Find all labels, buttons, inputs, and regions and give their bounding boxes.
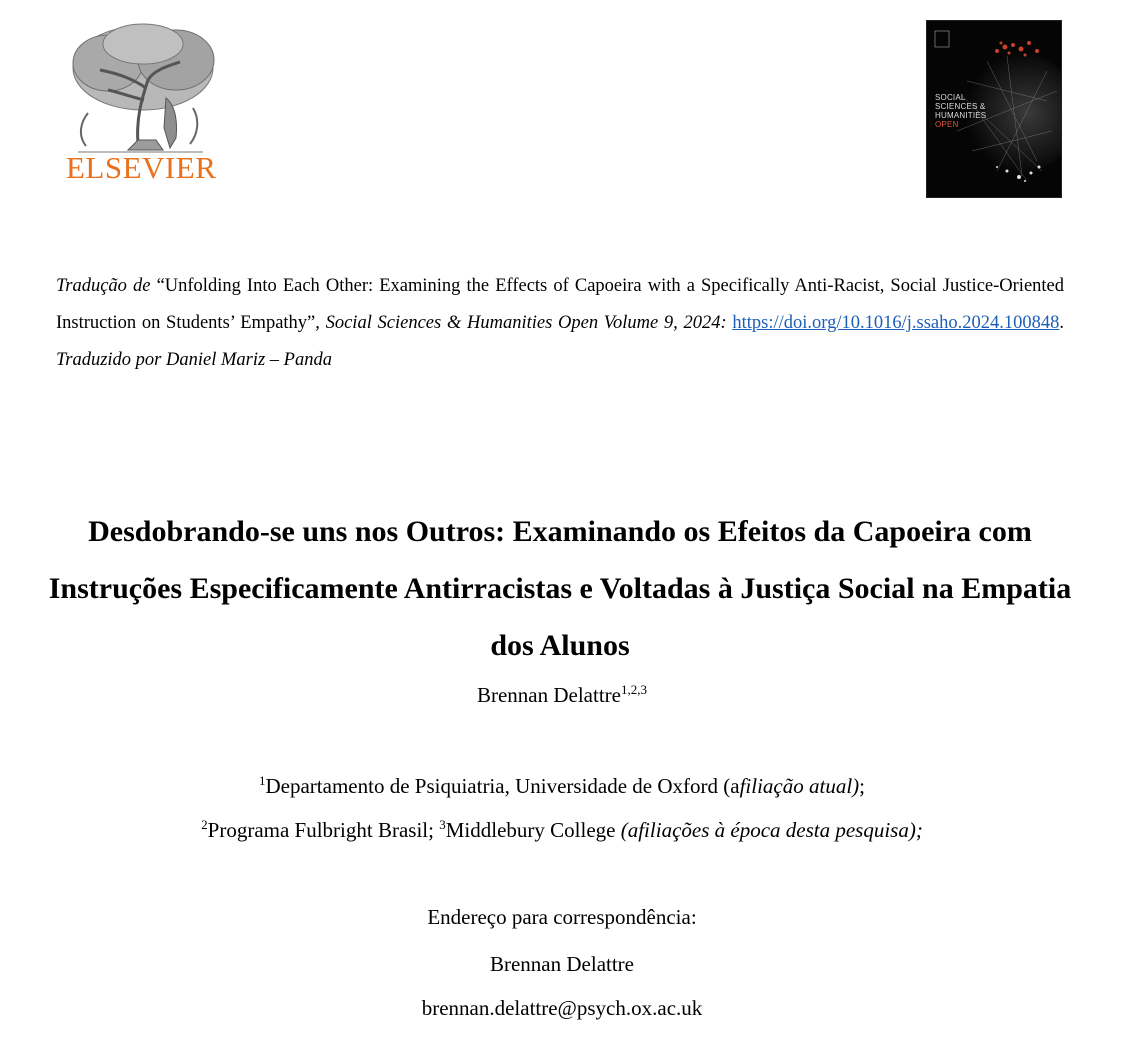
cover-title-line-1: SOCIAL [935,93,966,102]
translator-credit: Traduzido por Daniel Mariz – Panda [56,350,332,370]
affiliation-mark-2: 2 [201,817,208,832]
correspondence-label: Endereço para correspondência: [427,905,697,929]
translation-lead: Tradução de [56,276,151,296]
affiliation-mark-1: 1 [258,773,266,788]
correspondence-name: Brennan Delattre [489,952,635,976]
cover-title-line-3: HUMANITIES [935,111,987,120]
author-line [0,683,1124,708]
translation-note [56,268,1064,379]
cover-title-line-2: SCIENCES & [935,102,986,111]
journal-cover-image [926,20,1062,198]
note-period: . [1059,313,1065,333]
affiliation-2-text: Programa Fulbright Brasil; [207,818,440,842]
affiliation-3-text: Middlebury College [445,818,621,842]
doi-link[interactable]: https://doi.org/10.1016/j.ssaho.2024.100848 [732,313,1060,333]
correspondence-email[interactable]: brennan.delattre@psych.ox.ac.uk [421,996,703,1020]
affiliation-1-end: ; [859,774,866,798]
elsevier-wordmark: ELSEVIER [66,150,217,185]
affiliation-1-note: filiação atual) [739,774,860,798]
cover-title-open: OPEN [935,120,959,129]
original-title: “Unfolding Into Each Other: Examining the Effects of Capoeira with a Specifically Anti-Racist, Social Justice-Oriented Instruction on Students’ Empathy”, [56,276,1065,333]
journal-info: Social Sciences & Humanities Open Volume 9, 2024: [325,313,727,333]
affiliation-2-note: (afiliações à época desta pesquisa); [620,818,923,842]
affiliation-1-text: Departamento de Psiquiatria, Universidade de Oxford (a [265,774,740,798]
article-title: Desdobrando-se uns nos Outros: Examinando os Efeitos da Capoeira com Instruções Especificamente Antirracistas e Voltadas à Justiça Social na Empatia dos Alunos [48,515,1072,662]
affiliation-mark-3: 3 [439,817,446,832]
affiliation-line-1 [0,774,1124,799]
affiliation-line-2 [0,818,1124,843]
author-name: Brennan Delattre [476,683,621,707]
author-affiliation-marks: 1,2,3 [621,682,648,697]
journal-cover-title [935,93,986,129]
